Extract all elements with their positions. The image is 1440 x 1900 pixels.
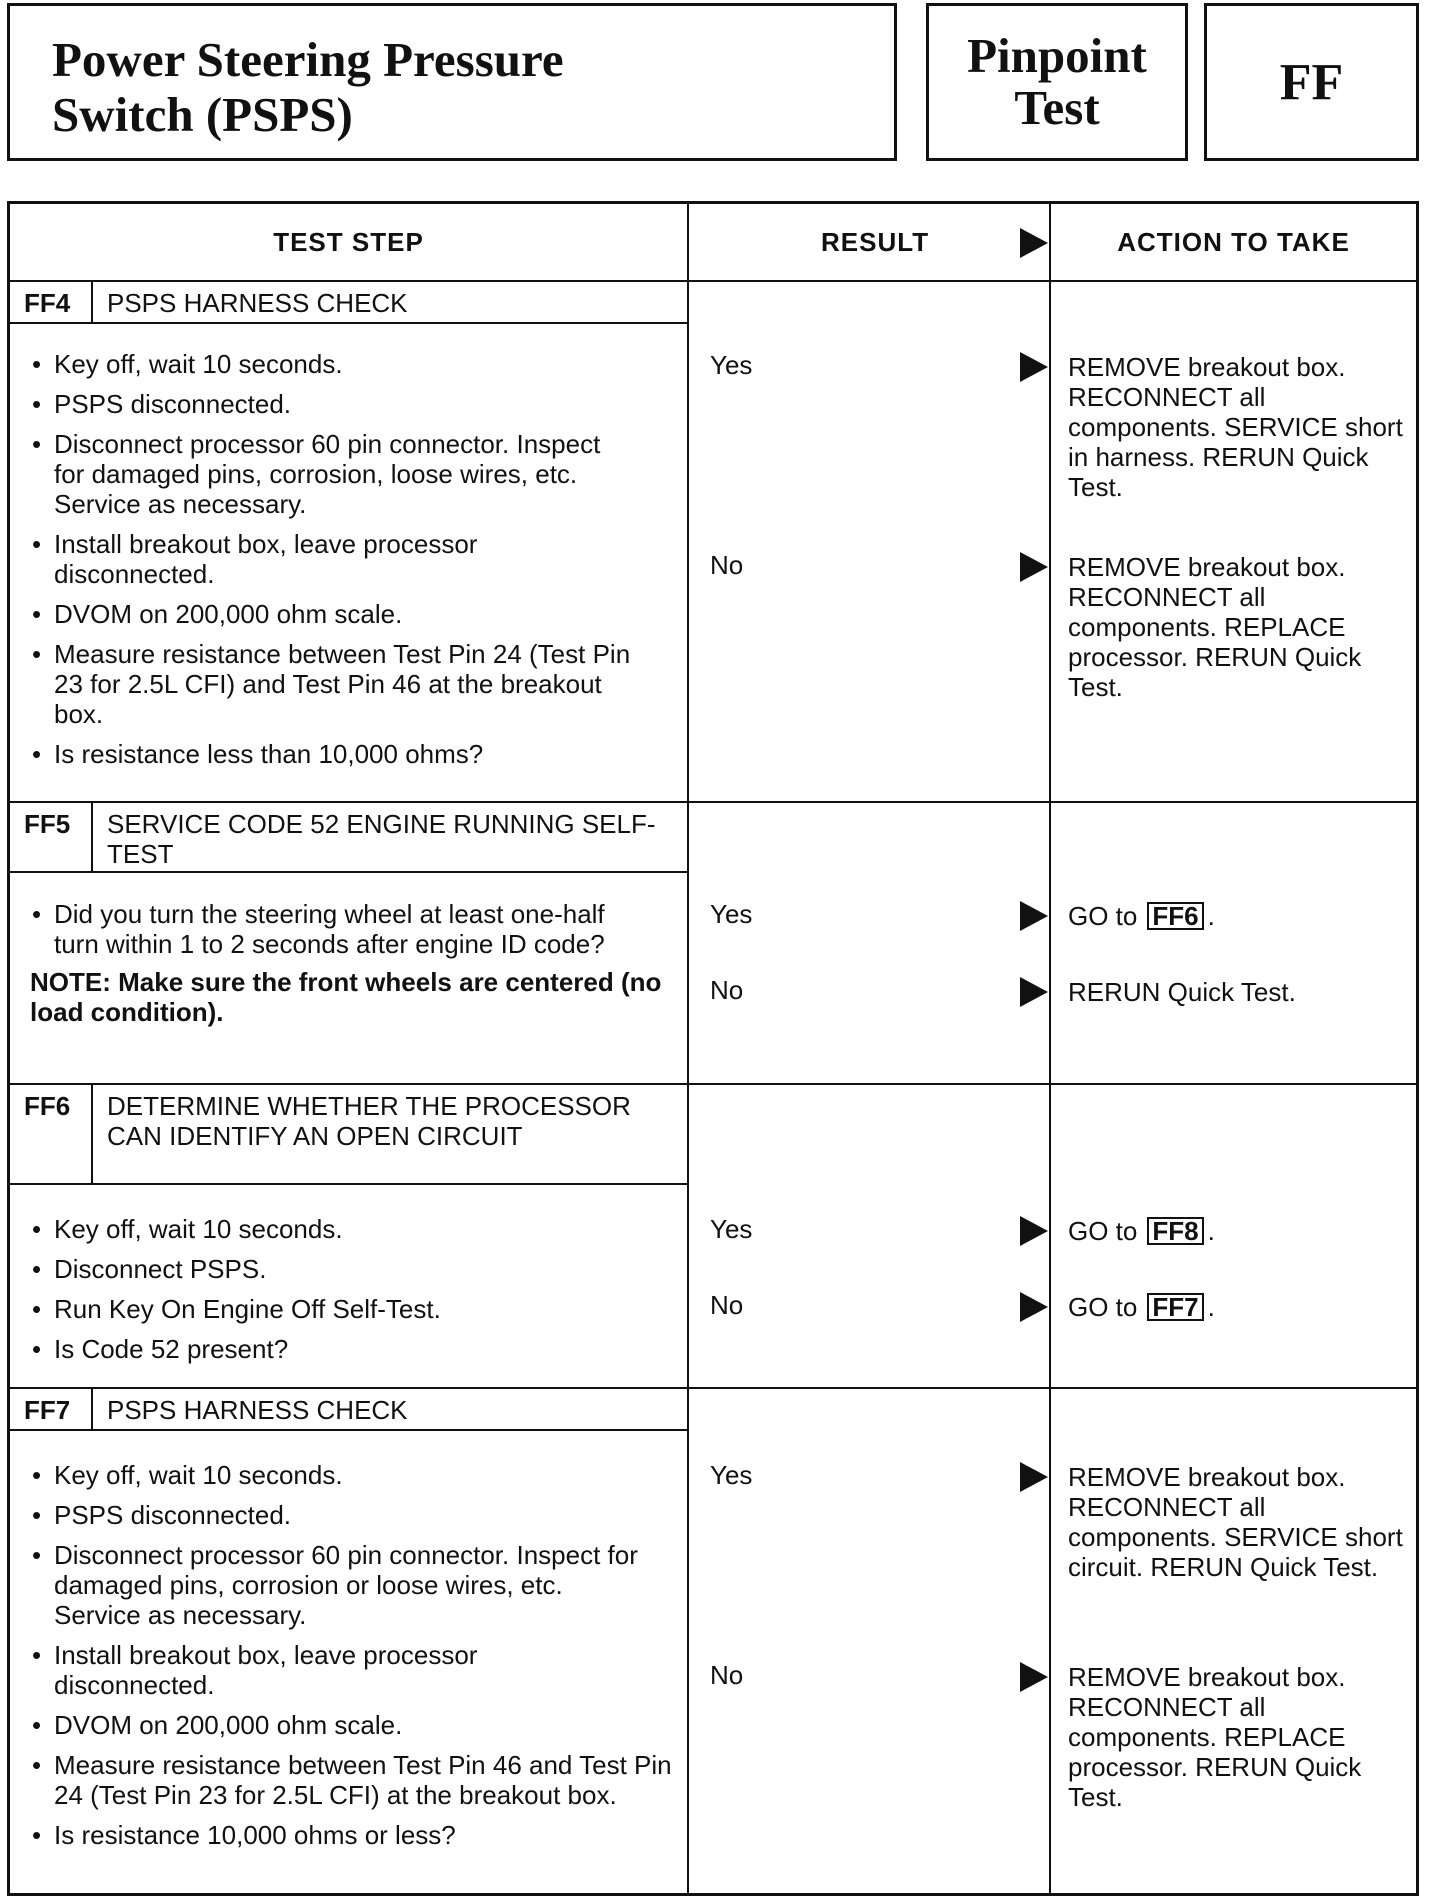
list-item: • Is Code 52 present? — [30, 1334, 670, 1364]
result-arrow-icon — [1020, 228, 1048, 258]
title-box — [7, 3, 897, 161]
result-label: Yes — [710, 350, 753, 380]
note-text: Make sure the front wheels are centered (no load condition). — [30, 967, 662, 1027]
result-arrow-icon — [1020, 1292, 1048, 1322]
list-item: • Disconnect PSPS. — [30, 1254, 670, 1284]
step-header-ff4 — [10, 282, 687, 324]
list-item: • PSPS disconnected. — [30, 389, 670, 419]
list-item: • Disconnect processor 60 pin connector. Inspect for damaged pins, corrosion or loose wires, etc. Service as necessary. — [30, 1540, 654, 1630]
header-result: RESULT — [689, 204, 1049, 282]
step-header-ff5 — [10, 803, 687, 873]
result-arrow-icon — [1020, 901, 1048, 931]
action-text: GO to FF6 . — [1068, 901, 1215, 931]
result-label: No — [710, 1660, 744, 1690]
pinpoint-test-table — [7, 201, 1419, 1896]
step-reference[interactable]: FF7 — [1147, 1293, 1203, 1321]
column-divider — [1049, 204, 1051, 1893]
note — [30, 967, 670, 1027]
step-ff6-bullets — [30, 1214, 670, 1364]
result-arrow-icon — [1020, 552, 1048, 582]
list-item: • DVOM on 200,000 ohm scale. — [30, 1710, 670, 1740]
list-item: • Measure resistance between Test Pin 24 (Test Pin 23 for 2.5L CFI) and Test Pin 46 at the breakout box. — [30, 639, 644, 729]
list-item: • Is resistance 10,000 ohms or less? — [30, 1820, 670, 1850]
result-label: No — [710, 550, 744, 580]
action-text: REMOVE breakout box. RECONNECT all components. SERVICE short circuit. RERUN Quick Test. — [1068, 1462, 1403, 1582]
list-item: • Run Key On Engine Off Self-Test. — [30, 1294, 670, 1324]
list-item: • Did you turn the steering wheel at least one-half turn within 1 to 2 seconds after engine ID code? — [30, 899, 624, 959]
step-title: DETERMINE WHETHER THE PROCESSOR CAN IDENTIFY AN OPEN CIRCUIT — [107, 1091, 631, 1151]
step-header-ff6 — [10, 1085, 687, 1185]
step-id: FF6 — [10, 1085, 93, 1183]
pinpoint-test-label: Pinpoint Test — [967, 28, 1147, 135]
result-label: No — [710, 1290, 744, 1320]
result-arrow-icon — [1020, 1462, 1048, 1492]
column-divider — [687, 204, 689, 1893]
pinpoint-test-box — [926, 3, 1188, 161]
list-item: • Measure resistance between Test Pin 46 and Test Pin 24 (Test Pin 23 for 2.5L CFI) at the breakout box. — [30, 1750, 674, 1810]
page-title: Power Steering Pressure Switch (PSPS) — [52, 32, 564, 142]
action-text: REMOVE breakout box. RECONNECT all components. REPLACE processor. RERUN Quick Test. — [1068, 1662, 1362, 1812]
test-code-box — [1204, 3, 1419, 161]
list-item: • PSPS disconnected. — [30, 1500, 670, 1530]
result-arrow-icon — [1020, 977, 1048, 1007]
step-title: PSPS HARNESS CHECK — [107, 288, 408, 318]
step-header-ff7 — [10, 1389, 687, 1431]
result-label: Yes — [710, 899, 753, 929]
list-item: • Disconnect processor 60 pin connector. Inspect for damaged pins, corrosion, loose wires, etc. Service as necessary. — [30, 429, 614, 519]
header-action: ACTION TO TAKE — [1051, 204, 1416, 282]
step-ff4-bullets — [30, 349, 670, 769]
list-item: • Install breakout box, leave processor disconnected. — [30, 1640, 584, 1700]
list-item: • Install breakout box, leave processor disconnected. — [30, 529, 584, 589]
result-label: No — [710, 975, 744, 1005]
step-id: FF7 — [10, 1389, 93, 1429]
step-reference[interactable]: FF8 — [1147, 1217, 1203, 1245]
note-label: NOTE: — [30, 967, 111, 997]
result-label: Yes — [710, 1460, 753, 1490]
result-arrow-icon — [1020, 352, 1048, 382]
action-text: GO to FF8 . — [1068, 1216, 1215, 1246]
step-id: FF4 — [10, 282, 93, 322]
list-item: • Key off, wait 10 seconds. — [30, 1214, 670, 1244]
step-ff7-bullets — [30, 1460, 670, 1850]
step-id: FF5 — [10, 803, 93, 871]
list-item: • Is resistance less than 10,000 ohms? — [30, 739, 670, 769]
result-label: Yes — [710, 1214, 753, 1244]
result-arrow-icon — [1020, 1216, 1048, 1246]
action-text: REMOVE breakout box. RECONNECT all components. REPLACE processor. RERUN Quick Test. — [1068, 552, 1362, 702]
list-item: • DVOM on 200,000 ohm scale. — [30, 599, 670, 629]
list-item: • Key off, wait 10 seconds. — [30, 1460, 670, 1490]
step-title: SERVICE CODE 52 ENGINE RUNNING SELF-TEST — [107, 809, 656, 869]
step-ff5-bullets — [30, 899, 670, 1027]
step-reference[interactable]: FF6 — [1147, 902, 1203, 930]
action-text: RERUN Quick Test. — [1068, 977, 1296, 1007]
list-item: • Key off, wait 10 seconds. — [30, 349, 670, 379]
action-text: REMOVE breakout box. RECONNECT all components. SERVICE short in harness. RERUN Quick Test. — [1068, 352, 1403, 502]
result-arrow-icon — [1020, 1662, 1048, 1692]
header-test-step: TEST STEP — [10, 204, 687, 282]
action-text: GO to FF7 . — [1068, 1292, 1215, 1322]
test-code: FF — [1279, 53, 1344, 111]
step-title: PSPS HARNESS CHECK — [107, 1395, 408, 1425]
